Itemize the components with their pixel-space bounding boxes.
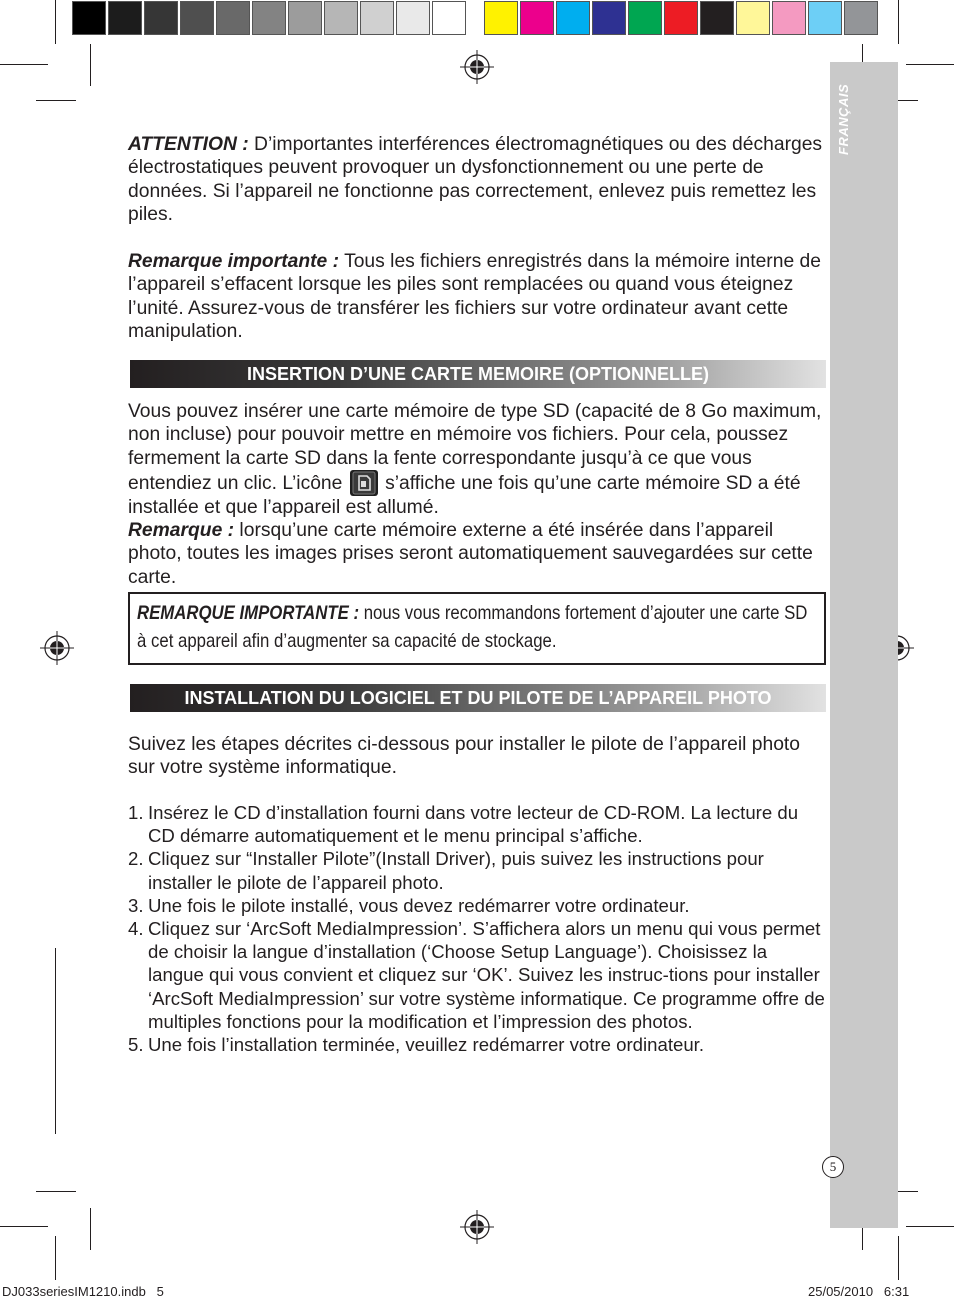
- attention-lead: ATTENTION :: [128, 134, 249, 155]
- important-note-lead: REMARQUE IMPORTANTE :: [137, 602, 360, 624]
- gray-calibration-bar: [72, 1, 466, 37]
- step-number: 2.: [128, 848, 144, 870]
- install-step: [128, 1033, 828, 1056]
- color-swatch: [736, 1, 770, 35]
- color-swatch: [592, 1, 626, 35]
- attention-text: D’importantes interférences électromagnétiques ou des décharges électrostatiques peuvent provoquer un dysfonctionnement ou une perte de données. Si l’appareil ne fonctionne pas correctement, enlevez puis remettez les piles.: [128, 134, 823, 225]
- color-swatch: [252, 1, 286, 35]
- crop-mark: [90, 1208, 91, 1250]
- crop-mark: [55, 0, 56, 44]
- color-swatch: [808, 1, 842, 35]
- registration-mark-icon: [460, 1210, 494, 1244]
- important-remark-paragraph: [128, 250, 828, 343]
- language-side-tab: [830, 62, 898, 1228]
- step-number: 5.: [128, 1034, 144, 1056]
- crop-mark: [0, 64, 48, 65]
- memory-card-text: Vous pouvez insérer une carte mémoire de type SD (capacité de 8 Go maximum, non incluse) pour pouvoir mettre en mémoire vos fichiers. Pour cela, poussez fermement la carte SD dans la fente correspondante jusqu’à ce que vous entendiez un clic. L’icône: [128, 401, 822, 494]
- install-step: [128, 801, 828, 847]
- page-number: 5: [822, 1156, 844, 1178]
- color-swatch: [432, 1, 466, 35]
- color-swatch: [556, 1, 590, 35]
- color-swatch: [700, 1, 734, 35]
- remark-text: lorsqu’une carte mémoire externe a été insérée dans l’appareil photo, toutes les images prises seront automatiquement sauvegardées sur cette carte.: [128, 520, 813, 588]
- memory-card-text-after-icon: s’affiche une fois qu’une carte mémoire SD a été installée et que l’appareil est allumé.: [128, 472, 801, 518]
- install-step: [128, 917, 828, 1033]
- crop-mark: [906, 64, 954, 65]
- install-step: [128, 894, 828, 917]
- step-number: 4.: [128, 918, 144, 940]
- section-heading-memory-card: INSERTION D’UNE CARTE MEMOIRE (OPTIONNELLE): [130, 360, 826, 388]
- install-intro-paragraph: Suivez les étapes décrites ci-dessous pour installer le pilote de l’appareil photo sur votre système informatique.: [128, 734, 801, 779]
- crop-mark: [36, 100, 76, 101]
- color-swatch: [484, 1, 518, 35]
- memory-card-paragraph: [128, 400, 828, 589]
- color-swatch: [180, 1, 214, 35]
- color-swatch: [324, 1, 358, 35]
- step-text: Une fois le pilote installé, vous devez redémarrer votre ordinateur.: [148, 894, 690, 916]
- step-number: 3.: [128, 894, 144, 916]
- registration-mark-icon: [460, 50, 494, 84]
- color-swatch: [844, 1, 878, 35]
- step-text: Cliquez sur “Installer Pilote”(Install Driver), puis suivez les instructions pour installer le pilote de l’appareil photo.: [148, 848, 764, 893]
- language-tab-label: FRANÇAIS: [836, 83, 851, 155]
- color-swatch: [144, 1, 178, 35]
- install-step: [128, 847, 828, 893]
- color-swatch: [772, 1, 806, 35]
- color-swatch: [72, 1, 106, 35]
- sd-card-icon: [350, 470, 378, 496]
- color-calibration-bar: [484, 1, 878, 37]
- crop-mark: [898, 0, 899, 44]
- important-remark-lead: Remarque importante :: [128, 251, 340, 272]
- important-remark-text: Tous les fichiers enregistrés dans la mémoire interne de l’appareil s’effacent lorsque les piles sont remplacées ou quand vous éteignez l’unité. Assurez-vous de transférer les fichiers sur votre ordinateur avant cette manipulation.: [128, 251, 821, 342]
- crop-mark: [0, 1226, 48, 1227]
- attention-paragraph: [128, 133, 828, 226]
- step-text: Insérez le CD d’installation fourni dans votre lecteur de CD-ROM. La lecture du CD démarre automatiquement et le menu principal s’affiche.: [148, 802, 799, 847]
- color-swatch: [288, 1, 322, 35]
- crop-mark: [36, 1191, 76, 1192]
- color-swatch: [360, 1, 394, 35]
- crop-mark: [90, 44, 91, 86]
- step-text: Une fois l’installation terminée, veuillez redémarrer votre ordinateur.: [148, 1034, 705, 1056]
- registration-mark-icon: [40, 631, 74, 665]
- important-note-box: [128, 592, 826, 665]
- color-swatch: [108, 1, 142, 35]
- install-steps-list: [128, 801, 828, 1056]
- step-text: Cliquez sur ‘ArcSoft MediaImpression’. S’affichera alors un menu qui vous permet de choisir la langue d’installation (‘Choose Setup Language’). Choisissez la langue qui vous convient et cliquez sur ‘OK’. Suivez les instruc-tions pour installer ‘ArcSoft MediaImpression’ sur votre système informatique. Ce programme offre de multiples fonctions pour la modification et l’impression des photos.: [148, 918, 825, 1032]
- section-heading-software-install: INSTALLATION DU LOGICIEL ET DU PILOTE DE L’APPAREIL PHOTO: [130, 684, 826, 712]
- print-slug-file: DJ033seriesIM1210.indb 5: [2, 1284, 164, 1299]
- crop-mark: [55, 948, 56, 1134]
- important-note-text: [137, 599, 816, 655]
- color-swatch: [216, 1, 250, 35]
- important-note-body: nous vous recommandons fortement d’ajouter une carte SD à cet appareil afin d’augmenter sa capacité de stockage.: [137, 602, 808, 652]
- remark-lead: Remarque :: [128, 520, 235, 542]
- crop-mark: [906, 1226, 954, 1227]
- color-swatch: [520, 1, 554, 35]
- step-number: 1.: [128, 802, 144, 823]
- crop-mark: [898, 1236, 899, 1280]
- color-swatch: [664, 1, 698, 35]
- color-swatch: [396, 1, 430, 35]
- crop-mark: [55, 1236, 56, 1280]
- print-slug-date: 25/05/2010 6:31: [808, 1284, 910, 1299]
- color-swatch: [628, 1, 662, 35]
